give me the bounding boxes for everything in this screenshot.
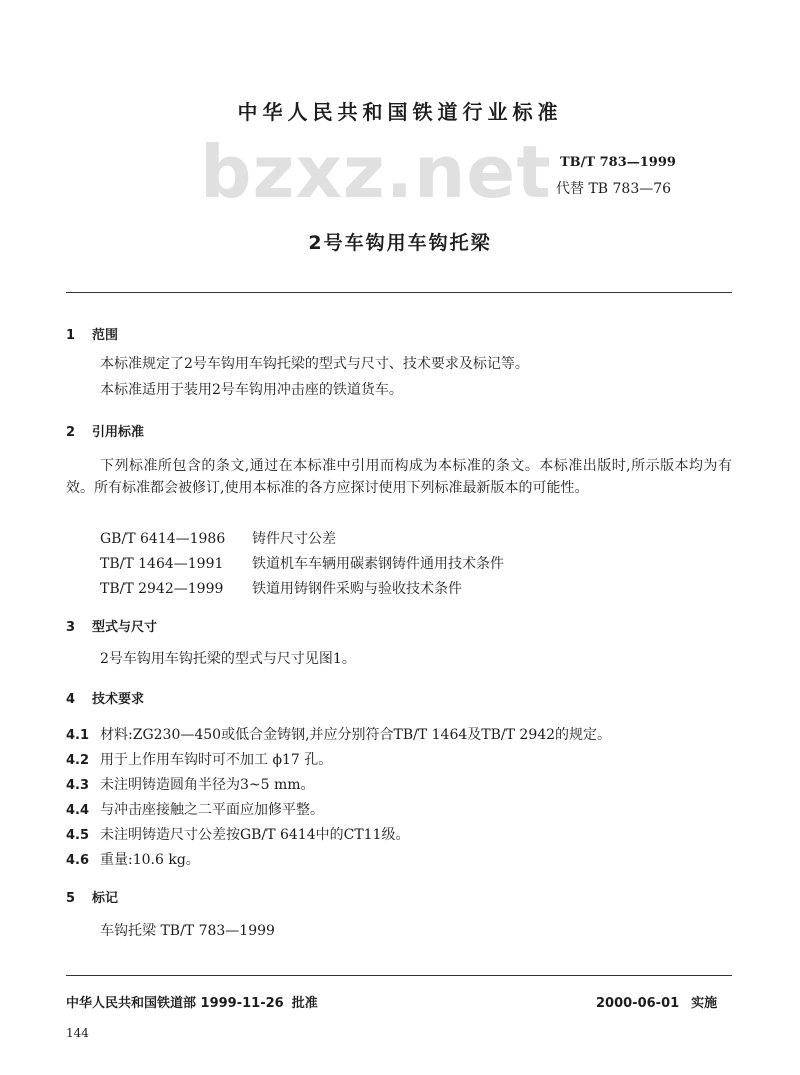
requirement-text: 材料:ZG230—450或低合金铸钢,并应分别符合TB/T 1464及TB/T 2942的规定。 — [100, 727, 612, 743]
requirement-item — [66, 774, 315, 794]
page-number: 144 — [66, 1026, 89, 1040]
standard-category-heading: 中华人民共和国铁道行业标准 — [237, 100, 563, 124]
reference-code: GB/T 6414—1986 — [100, 531, 226, 547]
section-title: 引用标准 — [92, 425, 145, 440]
form-dimensions-paragraph: 2号车钩用车钩托梁的型式与尺寸见图1。 — [100, 651, 356, 667]
section-number: 2 — [66, 425, 76, 440]
requirement-text: 重量:10.6 kg。 — [100, 852, 200, 868]
top-divider — [66, 292, 732, 293]
section-title: 型式与尺寸 — [92, 620, 158, 635]
reference-item — [100, 553, 504, 573]
section-heading-marking — [66, 887, 118, 906]
requirement-item — [66, 849, 200, 869]
section-heading-references — [66, 421, 144, 440]
requirement-number: 4.6 — [66, 853, 90, 868]
document-title: 2号车钩用车钩托梁 — [308, 232, 492, 254]
requirement-number: 4.1 — [66, 728, 90, 743]
section-heading-form-dimensions — [66, 616, 157, 635]
section-number: 3 — [66, 620, 76, 635]
reference-code: TB/T 1464—1991 — [100, 556, 224, 572]
section-title: 范围 — [92, 328, 119, 343]
bottom-divider — [66, 975, 732, 976]
replaces-standard: 代替 TB 783—76 — [556, 181, 672, 197]
section-number: 4 — [66, 692, 76, 707]
marking-paragraph: 车钩托梁 TB/T 783—1999 — [100, 923, 275, 939]
standard-code: TB/T 783—1999 — [560, 155, 676, 170]
reference-name: 铁道机车车辆用碳素钢铸件通用技术条件 — [252, 556, 504, 572]
requirement-text: 未注明铸造尺寸公差按GB/T 6414中的CT11级。 — [100, 827, 410, 843]
requirement-text: 未注明铸造圆角半径为3~5 mm。 — [100, 777, 315, 793]
requirement-item — [66, 724, 611, 744]
scope-paragraph-1: 本标准规定了2号车钩用车钩托梁的型式与尺寸、技术要求及标记等。 — [100, 356, 529, 372]
requirement-number: 4.4 — [66, 803, 90, 818]
reference-name: 铁道用铸钢件采购与验收技术条件 — [252, 581, 462, 597]
scope-paragraph-2: 本标准适用于装用2号车钩用冲击座的铁道货车。 — [100, 382, 403, 398]
references-intro: 下列标准所包含的条文,通过在本标准中引用而构成为本标准的条文。本标准出版时,所示版本均为有效。所有标准都会被修订,使用本标准的各方应探讨使用下列标准最新版本的可能性。 — [66, 458, 732, 496]
requirement-text: 与冲击座接触之二平面应加修平整。 — [100, 802, 324, 818]
section-title: 标记 — [92, 891, 119, 906]
reference-item — [100, 528, 336, 548]
approving-ministry: 中华人民共和国铁道部 1999-11-26 — [66, 996, 284, 1011]
requirement-number: 4.5 — [66, 828, 90, 843]
implementation-date: 2000-06-01 — [596, 996, 680, 1011]
approval-line — [66, 992, 318, 1011]
implementation-line — [596, 992, 717, 1011]
reference-name: 铸件尺寸公差 — [252, 531, 336, 547]
requirement-item — [66, 799, 324, 819]
section-heading-technical-requirements — [66, 688, 144, 707]
approve-label: 批准 — [291, 996, 318, 1011]
requirement-item — [66, 824, 409, 844]
section-number: 5 — [66, 891, 76, 906]
reference-code: TB/T 2942—1999 — [100, 581, 224, 597]
requirement-text: 用于上作用车钩时可不加工 ϕ17 孔。 — [100, 752, 333, 768]
requirement-item — [66, 749, 332, 769]
section-heading-scope — [66, 324, 118, 343]
section-number: 1 — [66, 328, 76, 343]
reference-item — [100, 578, 462, 598]
implement-label: 实施 — [691, 996, 718, 1011]
watermark: bzxz.net — [200, 130, 552, 214]
requirement-number: 4.3 — [66, 778, 90, 793]
requirement-number: 4.2 — [66, 753, 90, 768]
section-title: 技术要求 — [92, 692, 145, 707]
